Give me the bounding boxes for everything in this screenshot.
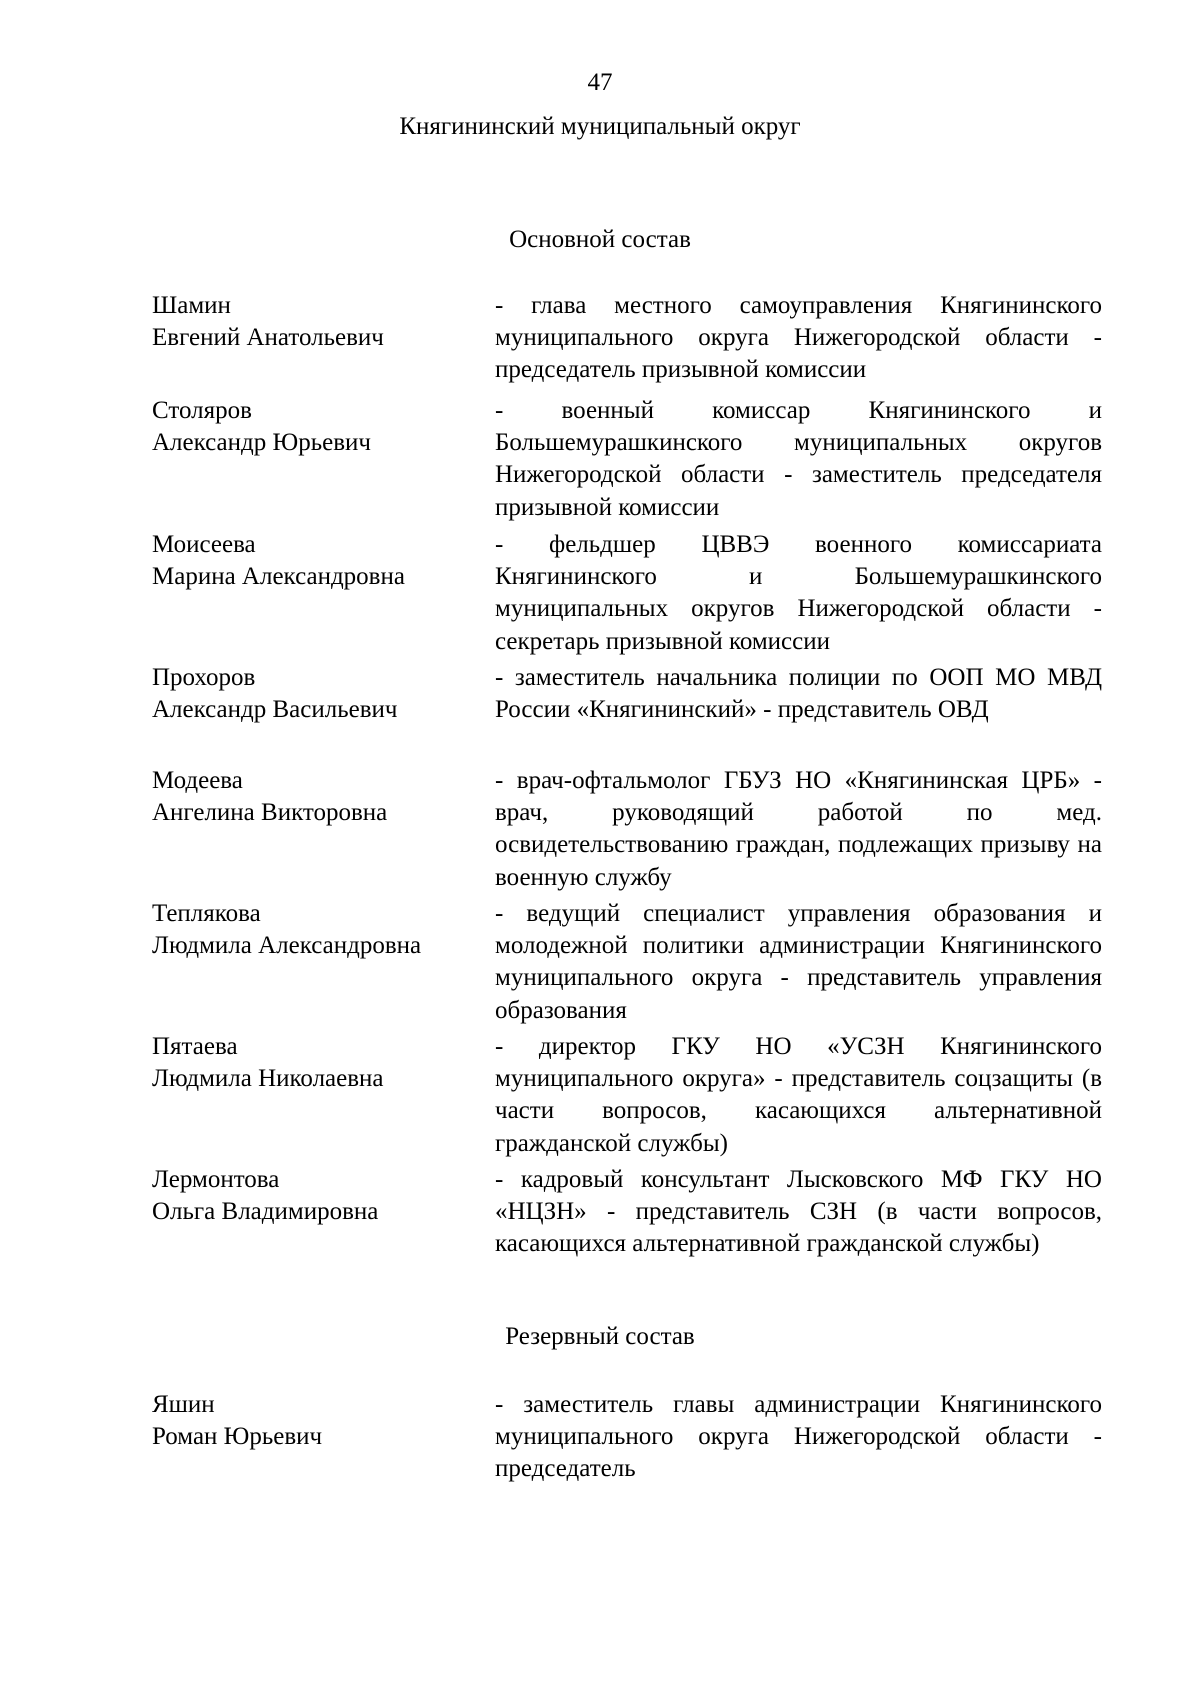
member-given-names: Евгений Анатольевич xyxy=(152,324,384,352)
member-surname: Столяров xyxy=(152,397,252,424)
member-name xyxy=(152,529,482,593)
member-given-names: Роман Юрьевич xyxy=(152,1423,323,1451)
member-name xyxy=(152,290,482,354)
member-name xyxy=(152,1031,482,1095)
member-surname: Прохоров xyxy=(152,664,256,691)
member-surname: Теплякова xyxy=(152,900,261,927)
member-surname: Моисеева xyxy=(152,531,256,558)
member-role: - ведущий специалист управления образования и молодежной политики администрации Княгининского муниципального округа - представитель управления образования xyxy=(495,900,1102,1024)
member-given-names: Ангелина Викторовна xyxy=(152,799,388,827)
member-name xyxy=(152,1389,482,1453)
page-number: 47 xyxy=(587,69,613,96)
member-name xyxy=(152,1164,482,1228)
member-given-names: Марина Александровна xyxy=(152,563,405,591)
member-role: - глава местного самоуправления Княгининского муниципального округа Нижегородской области - председатель призывной комиссии xyxy=(495,292,1102,384)
member-role: - военный комиссар Княгининского и Большемурашкинского муниципальных округов Нижегородской области - заместитель председателя призывной комиссии xyxy=(495,397,1102,521)
member-role: - врач-офтальмолог ГБУЗ НО «Княгининская ЦРБ» - врач, руководящий работой по мед. освидетельствованию граждан, подлежащих призыву на военную службу xyxy=(495,767,1102,891)
member-role: - фельдшер ЦВВЭ военного комиссариата Княгининского и Большемурашкинского муниципальных округов Нижегородской области - секретарь призывной комиссии xyxy=(495,531,1102,655)
member-given-names: Людмила Александровна xyxy=(152,932,422,960)
member-given-names: Александр Юрьевич xyxy=(152,429,371,457)
member-role: - заместитель главы администрации Княгининского муниципального округа Нижегородской области - председатель xyxy=(495,1391,1102,1483)
member-role: - кадровый консультант Лысковского МФ ГКУ НО «НЦЗН» - представитель СЗН (в части вопросов, касающихся альтернативной гражданской службы) xyxy=(495,1166,1102,1258)
member-given-names: Александр Васильевич xyxy=(152,696,398,724)
main-composition-heading: Основной состав xyxy=(509,226,691,253)
member-role: - заместитель начальника полиции по ООП МО МВД России «Княгининский» - представитель ОВД xyxy=(495,664,1102,724)
member-name xyxy=(152,898,482,962)
member-name xyxy=(152,765,482,829)
member-name xyxy=(152,395,482,459)
member-surname: Модеева xyxy=(152,767,243,794)
member-name xyxy=(152,662,482,726)
reserve-composition-heading: Резервный состав xyxy=(505,1323,695,1350)
member-surname: Лермонтова xyxy=(152,1166,280,1193)
member-surname: Пятаева xyxy=(152,1033,238,1060)
member-given-names: Людмила Николаевна xyxy=(152,1065,384,1093)
member-role: - директор ГКУ НО «УСЗН Княгининского муниципального округа» - представитель соцзащиты (в части вопросов, касающихся альтернативной гражданской службы) xyxy=(495,1033,1102,1157)
member-surname: Яшин xyxy=(152,1391,215,1418)
member-surname: Шамин xyxy=(152,292,231,319)
district-title: Княгининский муниципальный округ xyxy=(399,113,801,140)
member-given-names: Ольга Владимировна xyxy=(152,1198,379,1226)
